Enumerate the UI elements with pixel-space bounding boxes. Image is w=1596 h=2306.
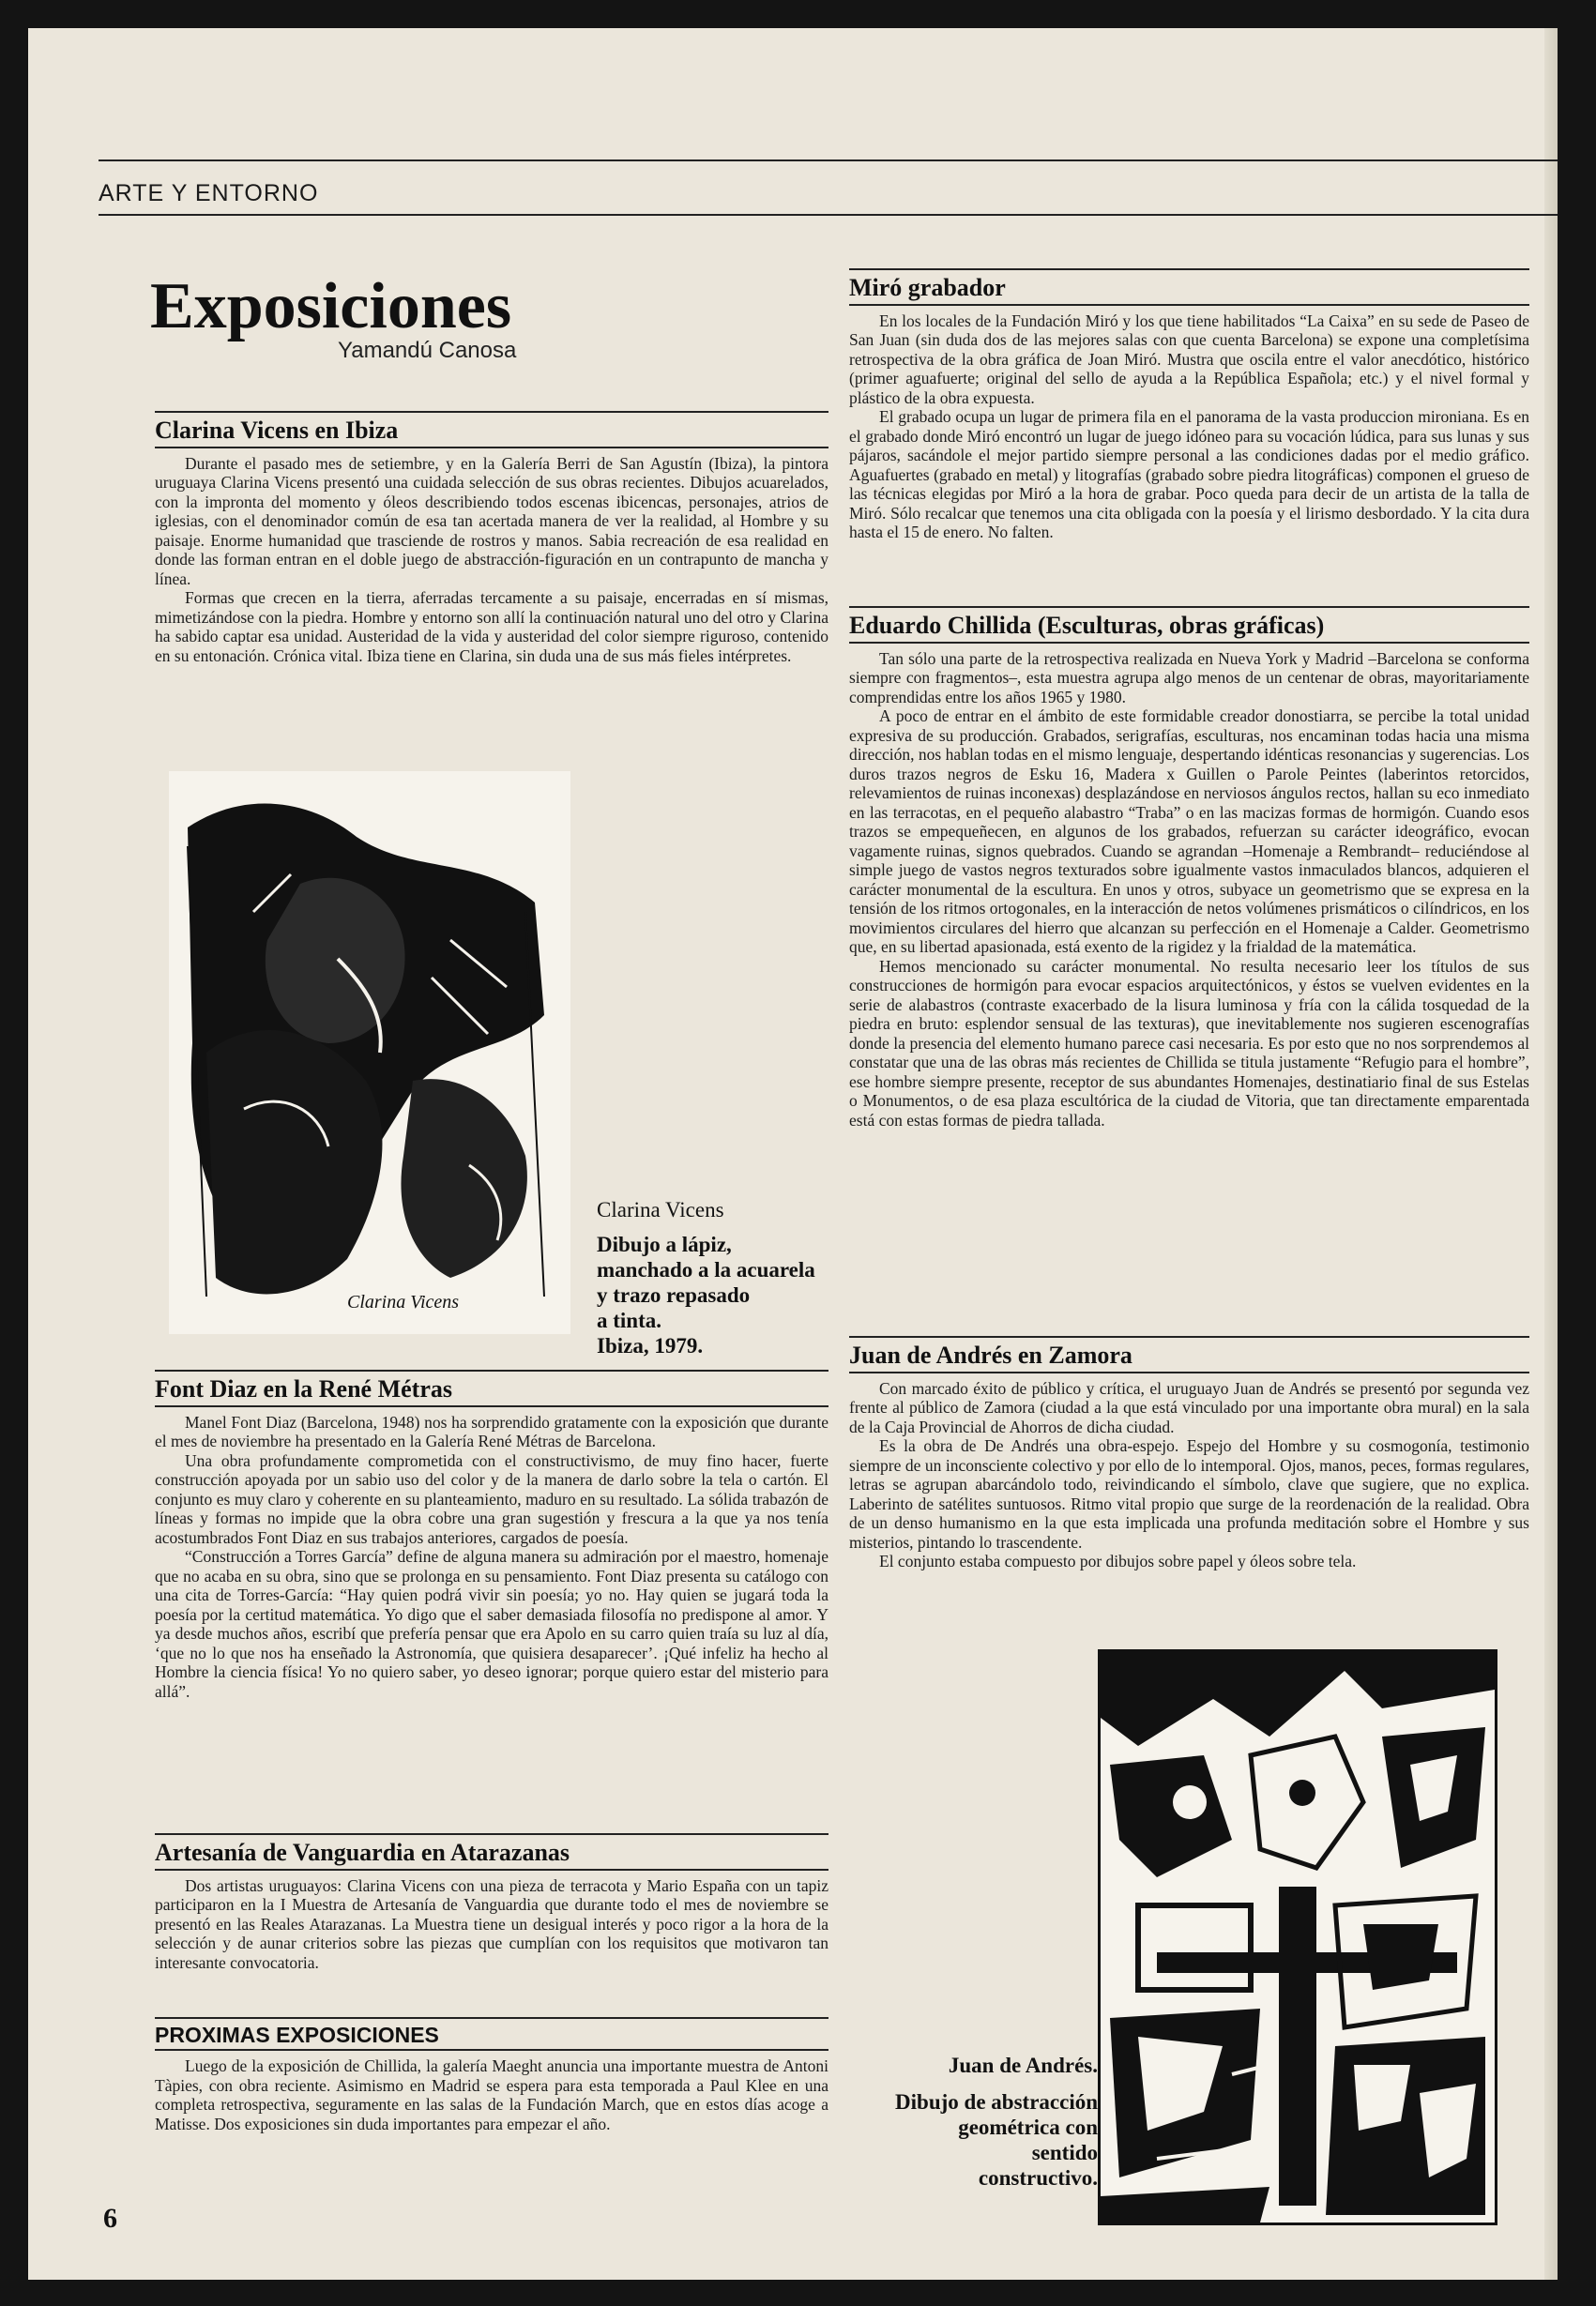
caption-line: Dibujo a lápiz, [597, 1233, 732, 1256]
caption-line: a tinta. [597, 1309, 661, 1332]
andres-caption [882, 2053, 1098, 2191]
article-proximas [155, 2017, 828, 2133]
feature-author: Yamandú Canosa [338, 338, 517, 363]
artist-signature: Clarina Vicens [347, 1292, 460, 1312]
heading-miro: Miró grabador [849, 268, 1529, 306]
paragraph: Es la obra de De Andrés una obra-espejo. Espejo del Hombre y su cosmogonía, testimonio siempre de un inconsciente colectivo y por ello de lo intemporal. Ojos, manos, peces, formas regulares, letras se agrupan abarcándolo todo, reivindicando el símbolo, clave que sugiere, que no explica. Laberinto de satélites suntuosos. Ritmo vital propio que surge de la reordenación de la realidad. Obra de un denso humanismo en la que esta implicada una profunda meditación sobre el Hombre y sus misterios, pintando lo trascendente. [849, 1436, 1529, 1552]
heading-proximas: PROXIMAS EXPOSICIONES [155, 2017, 828, 2051]
heading-artesania: Artesanía de Vanguardia en Atarazanas [155, 1833, 828, 1871]
feature-title: Exposiciones [150, 270, 512, 342]
article-font-diaz [155, 1370, 828, 1701]
caption-line: y trazo repasado [597, 1283, 751, 1307]
article-clarina [155, 411, 828, 665]
paragraph: Manel Font Diaz (Barcelona, 1948) nos ha sorprendido gratamente con la exposición que durante el mes de noviembre ha presentado en la Galería René Métras de Barcelona. [155, 1412, 828, 1451]
paragraph: El grabado ocupa un lugar de primera fila en el panorama de la vasta produccion mironiana. Es en el grabado donde Miró encontró un lugar de juego idóneo para su vocación lúdica, para sus lunas y sus pájaros, sacándole el mejor partido siempre personal a las condiciones dadas por el medio gráfico. Aguafuertes (grabado en metal) y litografías (grabado sobre piedra litográficas) componen el grueso de las técnicas elegidas por Miró a la hora de grabar. Poco queda para decir de un artista de la talla de Miró. Sólo recalcar que tenemos una cita obligada con la poesía y el lirismo desbordado. Y la cita dura hasta el 15 de enero. No falten. [849, 407, 1529, 542]
magazine-page [28, 28, 1558, 2280]
paragraph: Tan sólo una parte de la retrospectiva realizada en Nueva York y Madrid –Barcelona se conforma siempre con fragmentos–, esta muestra agrupa algo menos de un centenar de obras, mayoritariamente comprendidas entre los años 1965 y 1980. [849, 648, 1529, 706]
article-artesania [155, 1833, 828, 1972]
caption-line: Dibujo de abstracción [895, 2090, 1098, 2114]
caption-artist: Clarina Vicens [597, 1198, 724, 1221]
article-miro [849, 268, 1529, 542]
paragraph: Formas que crecen en la tierra, aferradas tercamente a su paisaje, encerradas en sí mismas, mimetizándose con la piedra. Hombre y entorno son allí la continuación natural uno del otro y Clarina ha sabido captar esa unidad. Austeridad de la vida y austeridad del color siempre riguroso, contenido en su entonación. Crónica vital. Ibiza tiene en Clarina, sin duda una de sus más fieles intérpretes. [155, 588, 828, 665]
paragraph: Luego de la exposición de Chillida, la galería Maeght anuncia una importante muestra de Antoni Tàpies, con obra reciente. Asimismo en Madrid se espera para esta temporada a Paul Klee en una completa retrospectiva, seguramente en las salas de la Fundación March, que en estos días acoge a Matisse. Dos exposiciones sin duda importantes para empezar el año. [155, 2056, 828, 2133]
paragraph: Durante el pasado mes de setiembre, y en la Galería Berri de San Agustín (Ibiza), la pintora uruguaya Clarina Vicens presentó una cuidada selección de sus obras recientes. Dibujos acuarelados, con la impronta del momento y óleos describiendo todos escenas ibicencas, personajes, atrios de iglesias, con el denominador común de esa tan acertada manera de ver la realidad, al Hombre y su paisaje. Enorme humanidad que trasciende de rostros y manos. Sabia recreación de esa realidad en donde las forman entran en el doble juego de abstracción-figuración en un contrapunto de mancha y línea. [155, 453, 828, 588]
caption-line: Juan de Andrés. [948, 2054, 1098, 2077]
caption-line: manchado a la acuarela [597, 1258, 815, 1282]
caption-line: constructivo. [978, 2166, 1098, 2190]
heading-chillida: Eduardo Chillida (Esculturas, obras gráficas) [849, 606, 1529, 644]
caption-line: Ibiza, 1979. [597, 1334, 704, 1358]
caption-line: sentido [1031, 2141, 1098, 2164]
paragraph: “Construcción a Torres García” define de alguna manera su admiración por el maestro, homenaje que no acaba en su obra, sino que se prolonga en su pensamiento. Font Diaz presenta su catálogo con una cita de Torres-García: “Hay quien podrá vivir sin poesía; yo no. Hay quien se jugará toda la poesía por la certitud matemática. Yo digo que el saber demasiada filosofía no predispone al amor. Y ya desde muchos años, escribí que prefería pensar que era Apolo en su carro quien traía su luz al día, ‘que no lo que nos ha enseñado la Astronomía, que quisiera desaparecer’. ¡Qué infeliz ha hecho al Hombre la ciencia física! Yo no quiero saber, yo deseo ignorar; porque quiero estar del misterio para allá”. [155, 1547, 828, 1701]
paragraph: A poco de entrar en el ámbito de este formidable creador donostiarra, se percibe la total unidad expresiva de su producción. Grabados, serigrafías, esculturas, nos encaminan todas hacia una misma dirección, nos hablan todas en el mismo lenguaje, despertando idénticas resonancias y sugerencias. Los duros trazos negros de Esku 16, Madera x Guillen o Parole Peintes (laberintos retorcidos, relevamientos de ruinas inconexas) desplazándose en nerviosos ángulos rectos, hallan su eco inmediato en las terracotas, en el pequeño alabastro “Traba” o en las macizas formas de hormigón. Cuando esos trazos se empequeñecen, en algunos de los grabados, refuerzan su carácter ideográfico, evocan vagamente ruinas, signos quebrados. Cuando se agrandan –Homenaje a Rembrandt– reduciéndose al simple juego de vastos negros texturados sobre igualmente vastos inmaculados blancos, adquieren el carácter monumental de la escultura. En unos y otros, subyace un geometrismo que se expresa en la tensión de los ritmos ortogonales, en la interacción de netos volúmenes prismáticos o cilíndricos, en los movimientos circulares del hierro que alcanzan su perfección en el Homenaje a Calder. Geometrismo que, en su libertad apasionada, está exento de la rigidez y la frialdad de la matemática. [849, 706, 1529, 957]
heading-clarina: Clarina Vicens en Ibiza [155, 411, 828, 448]
paragraph: En los locales de la Fundación Miró y los que tiene habilitados “La Caixa” en su sede de Paseo de San Juan (sin duda dos de las mejores salas con que cuenta Barcelona) se expone una completísima retrospectiva de la obra gráfica de Joan Miró. Mustra que oscila entre el valor anecdótico, histórico (primer aguafuerte; original del sello de ayuda a la República Española; etc.) y el nivel formal y plástico de la obra expuesta. [849, 311, 1529, 407]
paragraph: Hemos mencionado su carácter monumental. No resulta necesario leer los títulos de sus construcciones de hormigón para evocar espacios arquitectónicos, y éstos se vuelven evidentes en la serie de alabastros (contraste exacerbado de la lisura luminosa y fría con la cálida tosquedad de la piedra en bruto: esplendor sensual de las texturas), que inevitablemente nos sugieren escenografías donde la presencia del elemento humano parece casi necesaria. Es por esto que no nos sorprendemos al constatar que una de las obras más recientes de Chillida se titula justamente “Refugio para el hombre”, ese hombre siempre presente, receptor de sus abundantes Homenajes, destinatiario final de sus Estelas o Monumentos, o de esa plaza escultórica de la ciudad de Vitoria, que tan directamente emparentada está con estas formas de piedra tallada. [849, 956, 1529, 1130]
caption-line: geométrica con [958, 2116, 1098, 2139]
clarina-vicens-drawing [169, 771, 570, 1334]
heading-font-diaz: Font Diaz en la René Métras [155, 1370, 828, 1407]
header-rule-top [99, 159, 1558, 161]
paragraph: Dos artistas uruguayos: Clarina Vicens con una pieza de terracota y Mario España con un tapiz participaron en la I Muestra de Artesanía de Vanguardia que durante todo el mes de noviembre se presentó en las Reales Atarazanas. La Muestra tiene un desigual interés y poco rigor a la hora de la selección y de aunar criterios sobre las piezas que cumplían con los requisitos que motivaron tan interesante convocatoria. [155, 1875, 828, 1972]
clarina-caption [597, 1197, 841, 1358]
geometric-drawing-image [1101, 1652, 1495, 2223]
heading-andres: Juan de Andrés en Zamora [849, 1336, 1529, 1373]
juan-de-andres-drawing [1098, 1649, 1497, 2225]
header-rule-bottom [99, 214, 1558, 216]
ink-drawing-image [169, 771, 570, 1334]
paragraph: Una obra profundamente comprometida con el constructivismo, de muy fino hacer, fuerte construcción apoyada por un sabio uso del color y de la manera de darlo sobre la tela o cartón. El conjunto es muy claro y coherente en su planteamiento, maduro en su resultado. La sólida trabazón de líneas y formas no impide que la obra cobre una gran sugestión y frescura a la que ya nos tenía acostumbrados Font Diaz en sus trabajos anteriores, cargados de poesía. [155, 1450, 828, 1547]
page-number: 6 [103, 2203, 117, 2234]
article-andres [849, 1336, 1529, 1571]
paragraph: Con marcado éxito de público y crítica, el uruguayo Juan de Andrés se presentó por segunda vez frente al público de Zamora (ciudad a la que está vinculado por una importante obra mural) en la sala de la Caja Provincial de Ahorros de dicha ciudad. [849, 1378, 1529, 1436]
page-edge [1544, 28, 1558, 2280]
paragraph: El conjunto estaba compuesto por dibujos sobre papel y óleos sobre tela. [879, 1552, 1357, 1571]
section-label: ARTE Y ENTORNO [99, 180, 319, 206]
article-chillida [849, 606, 1529, 1130]
